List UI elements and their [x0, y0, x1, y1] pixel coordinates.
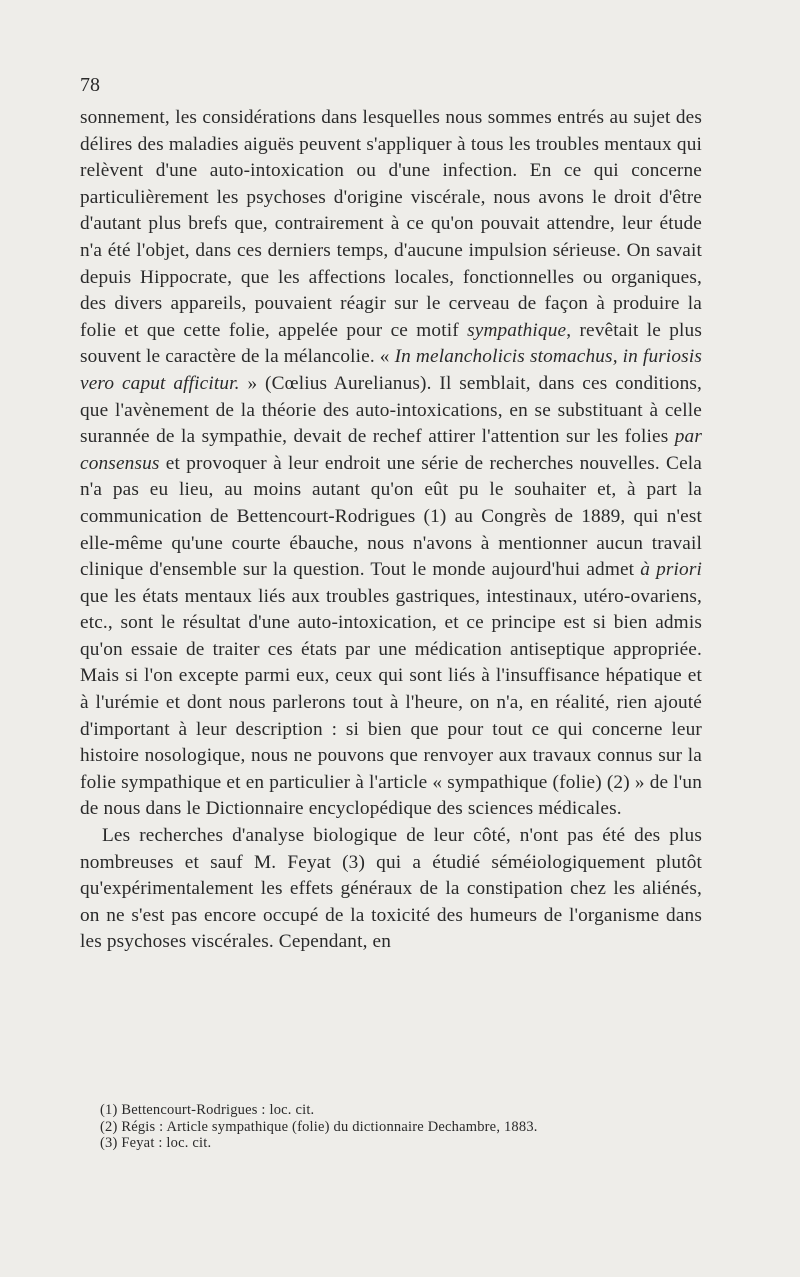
text-run: » (Cœlius Aurelianus). Il semblait, dans ces conditions, que l'avènement de la théorie des auto-intoxications, en se substituant à celle surannée de la sympathie, devait de rechef attirer l'attention sur les folies [80, 372, 702, 448]
text-run: sonnement, les considérations dans lesquelles nous sommes entrés au sujet des délires des maladies aiguës peuvent s'appliquer à tous les troubles mentaux qui relèvent d'une auto-intoxication ou d'une infection. En ce qui concerne particulièrement les psychoses d'origine viscérale, nous avons le droit d'être d'autant plus brefs que, contrairement à ce qu'on pouvait attendre, leur étude n'a été l'objet, dans ces derniers temps, d'aucune impulsion sérieuse. On savait depuis Hippocrate, que les affections locales, fonctionnelles ou organiques, des divers appareils, pouvaient réagir sur le cerveau de façon à produire la folie et que cette folie, appelée pour ce motif [80, 107, 702, 341]
italic-text: à priori [640, 559, 702, 581]
body-text [80, 105, 702, 956]
italic-text: par consensus [80, 426, 702, 474]
italic-text: In melancholicis stomachus, in furiosis vero caput afficitur. [80, 346, 702, 394]
footnote-3: (3) Feyat : loc. cit. [100, 1135, 212, 1151]
italic-text: sympathique [467, 319, 567, 341]
page-number: 78 [80, 74, 100, 96]
footnote-1: (1) Bettencourt-Rodrigues : loc. cit. [100, 1102, 315, 1118]
text-run: , revêtait le plus souvent le caractère de la mélancolie. « [80, 319, 702, 368]
paragraph-2 [80, 823, 702, 956]
text-run: et provoquer à leur endroit une série de recherches nouvelles. Cela n'a pas eu lieu, au moins autant qu'on eût pu le souhaiter et, à part la communication de Bettencourt-Rodrigues (1) au Congrès de 1889, qui n'est elle-même qu'une courte ébauche, nous n'avons à mentionner aucun travail clinique d'ensemble sur la question. Tout le monde aujourd'hui admet [80, 452, 702, 581]
footnotes [100, 1102, 700, 1152]
footnote-2: (2) Régis : Article sympathique (folie) du dictionnaire Dechambre, 1883. [100, 1118, 538, 1135]
text-run: Les recherches d'analyse biologique de leur côté, n'ont pas été des plus nombreuses et sauf M. Feyat (3) qui a étudié séméiologiquement plutôt qu'expérimentalement les effets généraux de la constipation chez les aliénés, on ne s'est pas encore occupé de la toxicité des humeurs de l'organisme dans les psychoses viscérales. Cependant, en [80, 825, 702, 953]
text-run: que les états mentaux liés aux troubles gastriques, intestinaux, utéro-ovariens, etc., sont le résultat d'une auto-intoxication, et ce principe est si bien admis qu'on essaie de traiter ces états par une médication antiseptique appropriée. Mais si l'on excepte parmi eux, ceux qui sont liés à l'insuffisance hépatique et à l'urémie et dont nous parlerons tout à l'heure, on n'a, en réalité, rien ajouté d'important à leur description : si bien que pour tout ce qui concerne leur histoire nosologique, nous ne pouvons que renvoyer aux travaux connus sur la folie sympathique et en particulier à l'article « sympathique (folie) (2) » de l'un de nous dans le Dictionnaire encyclopédique des sciences médicales. [80, 585, 702, 820]
paragraph-1 [80, 105, 702, 823]
